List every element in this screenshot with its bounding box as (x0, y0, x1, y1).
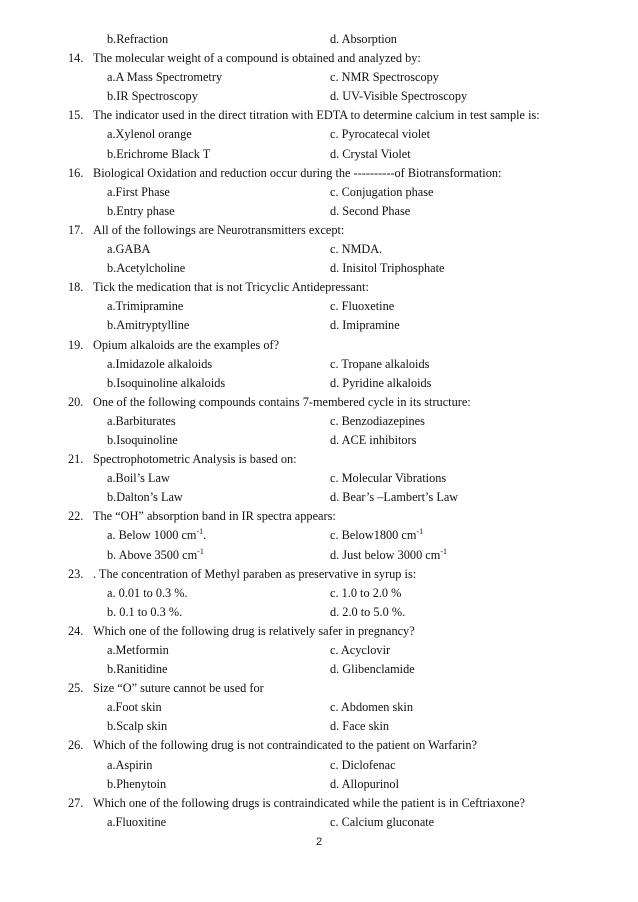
options-row (0, 660, 638, 679)
option-a (107, 813, 166, 832)
option-d (330, 603, 405, 622)
question-row (0, 106, 638, 125)
options-row (0, 202, 638, 221)
option-b (107, 202, 175, 221)
option-a-text: a.Trimipramine (107, 299, 184, 314)
option-b (107, 488, 183, 507)
option-d-text: d. Crystal Violet (330, 146, 411, 161)
question-text: The “OH” absorption band in IR spectra appears: (93, 509, 336, 524)
question-text: All of the followings are Neurotransmitters except: (93, 222, 345, 237)
option-b (107, 546, 204, 565)
question-row (0, 336, 638, 355)
option-b-superscript: -1 (197, 546, 204, 556)
page-number: 2 (315, 836, 323, 848)
option-d-text: d. ACE inhibitors (330, 432, 417, 447)
option-b-text: b.IR Spectroscopy (107, 89, 198, 104)
question-text: Opium alkaloids are the examples of? (93, 337, 280, 352)
option-d (330, 431, 416, 450)
question-number: 23. (68, 566, 84, 581)
option-a-text: a.Fluoxitine (107, 814, 167, 829)
question-row (0, 278, 638, 297)
options-row (0, 756, 638, 775)
option-b (107, 717, 167, 736)
option-d-superscript: -1 (440, 546, 447, 556)
option-d (330, 546, 447, 565)
option-d (330, 316, 400, 335)
option-c (330, 297, 394, 316)
question-number: 22. (68, 509, 84, 524)
option-b-text: b.Entry phase (107, 203, 175, 218)
question-row (0, 622, 638, 641)
option-b (107, 374, 225, 393)
option-c (330, 355, 429, 374)
question-text: . The concentration of Methyl paraben as preservative in syrup is: (93, 566, 417, 581)
options-row (0, 374, 638, 393)
option-b (107, 603, 182, 622)
option-b-text: b. 0.1 to 0.3 %. (107, 604, 183, 619)
option-d (330, 259, 444, 278)
option-a-text: a. 0.01 to 0.3 %. (107, 585, 188, 600)
option-b-text: b.Isoquinoline alkaloids (107, 375, 226, 390)
question-text: The indicator used in the direct titration with EDTA to determine calcium in test sample is: (93, 108, 540, 123)
question-text: Biological Oxidation and reduction occur during the ----------of Biotransformation: (93, 165, 502, 180)
options-row (0, 355, 638, 374)
option-c (330, 68, 439, 87)
option-a (107, 641, 169, 660)
option-c-text: c. Abdomen skin (330, 700, 413, 715)
question-number: 25. (68, 681, 84, 696)
option-b-text: b.Erichrome Black T (107, 146, 211, 161)
option-c (330, 240, 382, 259)
question-number: 21. (68, 452, 84, 467)
options-row (0, 469, 638, 488)
option-c (330, 698, 413, 717)
question-number: 26. (68, 738, 84, 753)
option-a-suffix: . (203, 528, 207, 543)
question-text: One of the following compounds contains 7-membered cycle in its structure: (93, 394, 471, 409)
option-a (107, 355, 212, 374)
options-row (0, 526, 638, 545)
options-row (0, 125, 638, 144)
question-row (0, 164, 638, 183)
option-b (107, 145, 210, 164)
option-d (330, 87, 467, 106)
option-c-text: c. Calcium gluconate (330, 814, 435, 829)
question-row (0, 49, 638, 68)
question-number: 19. (68, 337, 84, 352)
option-a (107, 297, 183, 316)
option-a-text: a.Imidazole alkaloids (107, 356, 213, 371)
question-number: 14. (68, 51, 84, 66)
question-row (0, 794, 638, 813)
option-a-text: a.Aspirin (107, 757, 153, 772)
option-a-text: a.First Phase (107, 184, 170, 199)
question-list (0, 30, 638, 832)
option-d (330, 374, 431, 393)
question-text: Size “O” suture cannot be used for (93, 681, 264, 696)
option-b-text: b.Amitryptylline (107, 318, 190, 333)
option-d (330, 488, 458, 507)
question-row (0, 565, 638, 584)
option-c (330, 183, 433, 202)
options-row (0, 717, 638, 736)
option-b-text: b. Above 3500 cm (107, 547, 198, 562)
option-c-text: c. Diclofenac (330, 757, 396, 772)
option-b-text: b.Isoquinoline (107, 432, 178, 447)
options-row (0, 316, 638, 335)
option-b (107, 431, 178, 450)
option-b-text: b.Ranitidine (107, 662, 168, 677)
lead-options-row (0, 30, 638, 49)
options-row (0, 431, 638, 450)
question-row (0, 450, 638, 469)
option-d-text: d. Allopurinol (330, 776, 400, 791)
option-d-text: d. Second Phase (330, 203, 411, 218)
option-a-text: a.Barbiturates (107, 413, 176, 428)
option-a-superscript: -1 (196, 527, 204, 537)
option-b (107, 259, 185, 278)
options-row (0, 603, 638, 622)
option-a-text: a.Xylenol orange (107, 127, 192, 142)
option-d-text: d. Pyridine alkaloids (330, 375, 432, 390)
option-d (330, 717, 389, 736)
option-c-text: c. Pyrocatecal violet (330, 127, 431, 142)
options-row (0, 698, 638, 717)
option-c-text: c. Conjugation phase (330, 184, 434, 199)
option-c (330, 813, 434, 832)
option-b (107, 316, 189, 335)
question-text: Which one of the following drugs is contraindicated while the patient is in Ceftriaxone? (93, 795, 525, 810)
option-a (107, 526, 206, 545)
option-a-text: a. Below 1000 cm (107, 528, 197, 543)
option-a (107, 125, 192, 144)
option-d-text: d. UV-Visible Spectroscopy (330, 89, 468, 104)
option-b (107, 775, 166, 794)
option-c-superscript: -1 (416, 527, 424, 537)
option-a (107, 584, 188, 603)
options-row (0, 813, 638, 832)
option-c (330, 412, 425, 431)
options-row (0, 641, 638, 660)
option-d-text: d. Just below 3000 cm (330, 547, 441, 562)
option-b-text: b.Scalp skin (107, 719, 168, 734)
option-a (107, 698, 162, 717)
option-d-text: d. Face skin (330, 719, 390, 734)
option-c (330, 526, 423, 545)
option-d: d. Absorption (330, 32, 397, 46)
question-row (0, 221, 638, 240)
option-b-text: b.Phenytoin (107, 776, 167, 791)
question-number: 15. (68, 108, 84, 123)
option-c (330, 584, 401, 603)
option-a (107, 469, 170, 488)
option-d-text: d. Bear’s –Lambert’s Law (330, 490, 459, 505)
question-row (0, 679, 638, 698)
option-c-text: c. Tropane alkaloids (330, 356, 430, 371)
option-a-text: a.Metformin (107, 643, 169, 657)
question-row (0, 507, 638, 526)
options-row (0, 145, 638, 164)
option-b-text: b.Acetylcholine (107, 261, 186, 276)
option-c-text: c. Benzodiazepines (330, 413, 425, 428)
options-row (0, 183, 638, 202)
option-c-text: c. NMR Spectroscopy (330, 70, 439, 85)
option-a (107, 412, 176, 431)
options-row (0, 297, 638, 316)
question-number: 18. (68, 280, 84, 295)
option-d-text: d. Glibenclamide (330, 662, 415, 677)
question-row (0, 393, 638, 412)
question-text: Tick the medication that is not Tricyclic Antidepressant: (93, 280, 369, 295)
options-row (0, 546, 638, 565)
question-number: 17. (68, 222, 84, 237)
option-c-text: c. Below1800 cm (330, 528, 417, 543)
option-d-text: d. 2.0 to 5.0 %. (330, 604, 406, 619)
options-row (0, 775, 638, 794)
question-text: Which one of the following drug is relatively safer in pregnancy? (93, 623, 415, 638)
option-b-text: b.Dalton’s Law (107, 490, 183, 505)
option-d (330, 145, 411, 164)
options-row (0, 412, 638, 431)
question-row (0, 736, 638, 755)
option-d (330, 660, 415, 679)
option-c-text: c. 1.0 to 2.0 % (330, 585, 402, 600)
option-d (330, 775, 399, 794)
option-b (107, 87, 198, 106)
options-row (0, 584, 638, 603)
question-number: 27. (68, 795, 84, 810)
option-a-text: a.Foot skin (107, 700, 162, 715)
question-number: 24. (68, 623, 84, 638)
option-d-text: d. Inisitol Triphosphate (330, 261, 445, 276)
question-text: The molecular weight of a compound is obtained and analyzed by: (93, 51, 421, 66)
option-d-text: d. Imipramine (330, 318, 400, 333)
option-a (107, 756, 152, 775)
option-a (107, 240, 150, 259)
options-row (0, 240, 638, 259)
options-row (0, 488, 638, 507)
option-c (330, 125, 430, 144)
option-c-text: c. Acyclovir (330, 643, 391, 657)
option-c (330, 641, 390, 660)
question-number: 16. (68, 165, 84, 180)
options-row (0, 259, 638, 278)
options-row (0, 68, 638, 87)
option-a-text: a.A Mass Spectrometry (107, 70, 223, 85)
option-d (330, 202, 410, 221)
option-c (330, 756, 396, 775)
options-row (0, 87, 638, 106)
option-a-text: a.Boil’s Law (107, 471, 170, 486)
option-c-text: c. NMDA. (330, 242, 383, 257)
option-b (107, 660, 167, 679)
option-c (330, 469, 446, 488)
option-c-text: c. Molecular Vibrations (330, 471, 447, 486)
option-a (107, 183, 170, 202)
option-b: b.Refraction (107, 32, 169, 46)
option-a-text: a.GABA (107, 242, 151, 257)
question-text: Which of the following drug is not contraindicated to the patient on Warfarin? (93, 738, 477, 753)
option-c-text: c. Fluoxetine (330, 299, 395, 314)
option-a (107, 68, 222, 87)
question-number: 20. (68, 394, 84, 409)
question-text: Spectrophotometric Analysis is based on: (93, 452, 297, 467)
